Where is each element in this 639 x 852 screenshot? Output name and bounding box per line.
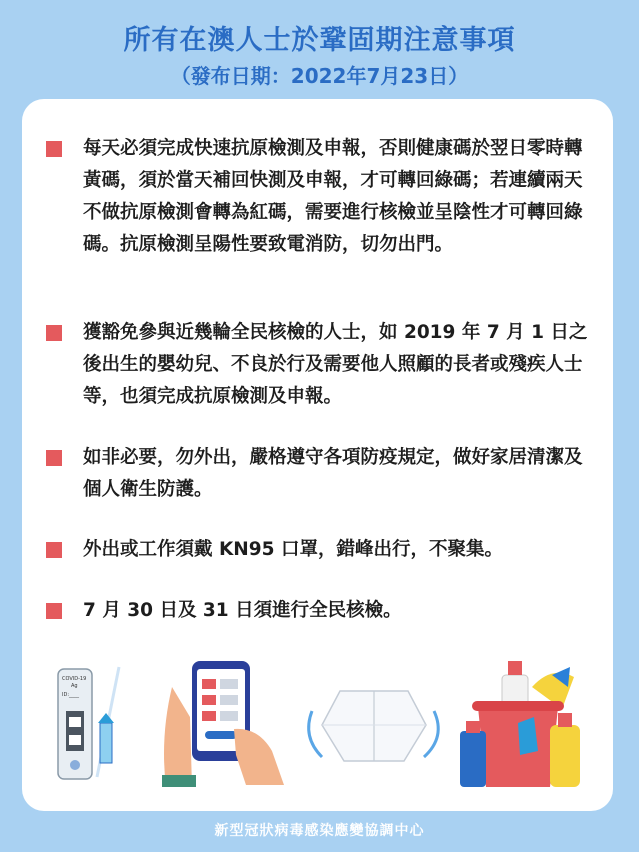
bullet-square-icon (46, 603, 62, 619)
bullet-square-icon (46, 450, 62, 466)
publish-date: （發布日期：2022年7月23日） (170, 64, 469, 88)
page-title: 所有在澳人士於鞏固期注意事項 (123, 25, 516, 56)
list-item-text: 獲豁免參與近幾輪全民核檢的人士，如 2019 年 7 月 1 日之後出生的嬰幼兒、不良於行及需要他人照顧的長者或殘疾人士等，也須完成抗原檢測及申報。 (83, 322, 588, 407)
list-item-text: 每天必須完成快速抗原檢測及申報，否則健康碼於翌日零時轉黃碼，須於當天補回快測及申報，才可轉回綠碼；若連續兩天不做抗原檢測會轉為紅碼，需要進行核檢並呈陰性才可轉回綠碼。抗原檢測呈陽性要致電消防，切勿出門。 (83, 138, 583, 255)
list-item-text: 外出或工作須戴 KN95 口罩，錯峰出行，不聚集。 (83, 539, 503, 560)
bullet-square-icon (46, 141, 62, 157)
test-kit-label: Ag (71, 683, 78, 689)
illustration-row (22, 647, 613, 797)
list-item-text: 7 月 30 日及 31 日須進行全民核檢。 (83, 600, 402, 621)
bullet-square-icon (46, 325, 62, 341)
antigen-test-kit-icon (58, 667, 119, 779)
test-kit-label: COVID-19 (62, 676, 87, 682)
notice-card (22, 99, 613, 811)
test-kit-label: ID:____ (62, 692, 80, 698)
footer-organization: 新型冠狀病毒感染應變協調中心 (214, 823, 425, 839)
bullet-square-icon (46, 542, 62, 558)
list-item-text: 如非必要，勿外出，嚴格遵守各項防疫規定，做好家居清潔及個人衛生防護。 (83, 447, 583, 500)
cleaning-supplies-icon (460, 661, 580, 787)
phone-in-hand-icon (162, 661, 284, 787)
kn95-mask-icon (309, 691, 439, 761)
